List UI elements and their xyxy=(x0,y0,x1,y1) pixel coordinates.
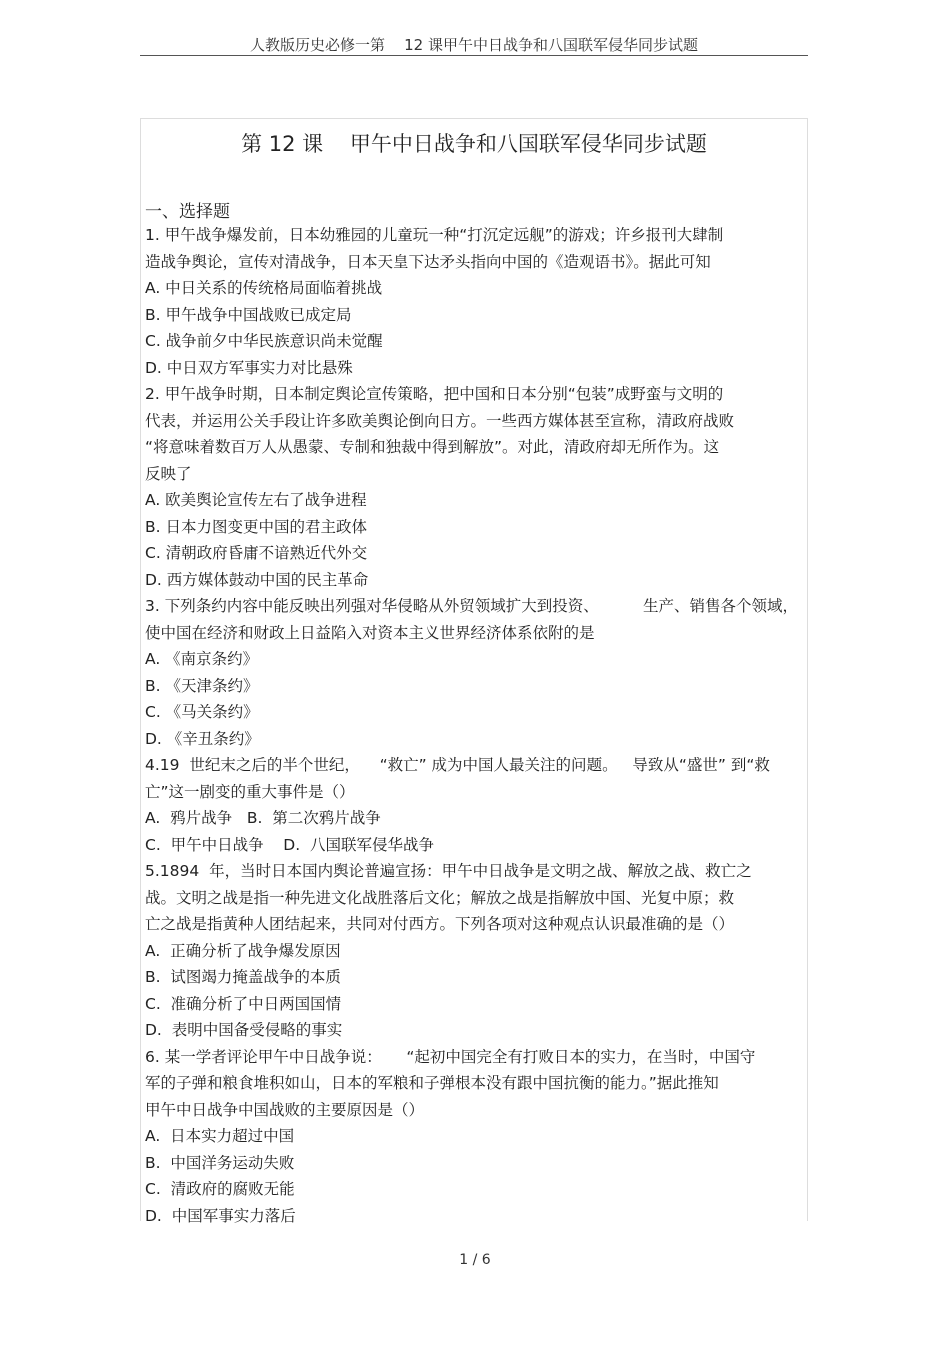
text-line: C. 战争前夕中华民族意识尚未觉醒 xyxy=(145,332,383,350)
text-line: C. 清政府的腐败无能 xyxy=(145,1180,295,1198)
text-line: 5.1894 年，当时日本国内舆论普遍宣扬：甲午中日战争是文明之战、解放之战、救亡之 xyxy=(145,862,752,880)
text-line: B. 日本力图变更中国的君主政体 xyxy=(145,517,367,536)
text-line: 6. 某一学者评论甲午中日战争说： “起初中国完全有打败日本的实力，在当时，中国守 xyxy=(145,1047,756,1066)
text-line: D. 中国军事实力落后 xyxy=(145,1206,296,1225)
section-heading: 一、选择题 xyxy=(145,202,230,222)
header-divider xyxy=(140,55,808,56)
document-title: 第 12 课 甲午中日战争和八国联军侵华同步试题 xyxy=(241,132,707,156)
text-line: B. 中国洋务运动失败 xyxy=(145,1153,295,1172)
running-header: 人教版历史必修一第 12 课甲午中日战争和八国联军侵华同步试题 xyxy=(250,36,698,54)
text-line: 亡”这一剧变的重大事件是（） xyxy=(145,782,355,801)
text-line: C. 甲午中日战争 D. 八国联军侵华战争 xyxy=(145,835,435,854)
text-line: 亡之战是指黄种人团结起来，共同对付西方。下列各项对这种观点认识最准确的是（） xyxy=(145,915,735,933)
text-line: 3. 下列条约内容中能反映出列强对华侵略从外贸领域扩大到投资、 生产、销售各个领域， xyxy=(145,597,799,615)
text-line: B. 甲午战争中国战败已成定局 xyxy=(145,305,352,324)
text-line: 军的子弹和粮食堆积如山，日本的军粮和子弹根本没有跟中国抗衡的能力。”据此推知 xyxy=(145,1074,719,1092)
text-line: C. 《马关条约》 xyxy=(145,703,259,721)
text-line: D. 西方媒体鼓动中国的民主革命 xyxy=(145,570,369,589)
text-line: “将意味着数百万人从愚蒙、专制和独裁中得到解放”。对此，清政府却无所作为。这 xyxy=(145,438,720,456)
text-line: D. 中日双方军事实力对比悬殊 xyxy=(145,358,353,377)
text-line: 1. 甲午战争爆发前，日本幼雅园的儿童玩一种“打沉定远舰”的游戏；许乡报刊大肆制 xyxy=(145,226,724,244)
text-line: B. 《天津条约》 xyxy=(145,676,259,695)
text-line: C. 准确分析了中日两国国情 xyxy=(145,994,342,1013)
text-line: C. 清朝政府昏庸不谙熟近代外交 xyxy=(145,544,368,562)
text-line: A. 中日关系的传统格局面临着挑战 xyxy=(145,279,383,297)
text-line: A. 日本实力超过中国 xyxy=(145,1127,295,1145)
text-line: D. 《辛丑条约》 xyxy=(145,729,260,748)
page-number: 1 / 6 xyxy=(459,1252,491,1268)
text-line: A. 欧美舆论宣传左右了战争进程 xyxy=(145,491,367,509)
text-line: 2. 甲午战争时期，日本制定舆论宣传策略，把中国和日本分别“包装”成野蛮与文明的 xyxy=(145,385,724,403)
question-lines xyxy=(145,222,807,1229)
text-line: 造战争舆论，宣传对清战争，日本天皇下达矛头指向中国的《造观语书》。据此可知 xyxy=(145,252,711,271)
text-line: 4.19 世纪末之后的半个世纪， “救亡” 成为中国人最关注的问题。 导致从“盛世” 到“救 xyxy=(145,756,770,774)
text-line: D. 表明中国备受侵略的事实 xyxy=(145,1021,343,1039)
text-line: 甲午中日战争中国战败的主要原因是（） xyxy=(145,1100,425,1119)
text-line: A. 鸦片战争 B. 第二次鸦片战争 xyxy=(145,809,381,827)
text-line: 使中国在经济和财政上日益陷入对资本主义世界经济体系依附的是 xyxy=(145,623,595,642)
text-line: 战。文明之战是指一种先进文化战胜落后文化；解放之战是指解放中国、光复中原；救 xyxy=(145,888,735,907)
text-line: B. 试图竭力掩盖战争的本质 xyxy=(145,968,341,986)
text-line: 反映了 xyxy=(145,464,192,483)
text-line: A. 《南京条约》 xyxy=(145,650,259,668)
text-line: 代表，并运用公关手段让许多欧美舆论倒向日方。一些西方媒体甚至宣称，清政府战败 xyxy=(145,411,735,430)
text-line: A. 正确分析了战争爆发原因 xyxy=(145,941,341,960)
